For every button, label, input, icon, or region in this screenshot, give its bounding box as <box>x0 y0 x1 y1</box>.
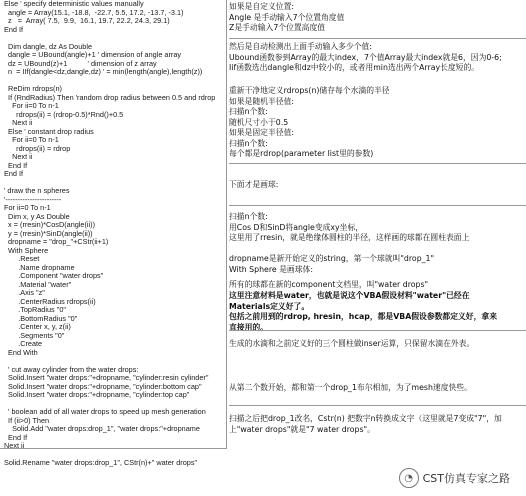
code-line <box>4 179 224 188</box>
divider <box>229 205 526 206</box>
code-line: .BottomRadius "0" <box>4 314 78 323</box>
code-line: .Segments "0" <box>4 331 65 340</box>
code-line: Else ' specify deterministic values manually <box>4 0 144 8</box>
code-line: Solid.Insert "water drops:"+dropname, "cylinder:bottom cap" <box>4 382 202 391</box>
code-line: z = Array( 7.5, 9.9, 16.1, 19.7, 22.2, 24.3, 29.1) <box>4 17 170 25</box>
note-line: 直接用的。 <box>229 322 268 332</box>
note-insert <box>229 339 474 350</box>
note-custom-position <box>229 2 344 34</box>
code-panel <box>0 0 227 467</box>
code-line: Dim x, y As Double <box>4 212 70 221</box>
note-line: 这里注意材料是water，也就是说这个VBA假设材料"water"已经在 <box>229 291 470 300</box>
code-line: Next ii <box>4 153 33 161</box>
code-line: Dim dangle, dz As Double <box>4 42 93 51</box>
note-ubound <box>229 42 502 74</box>
note-component <box>229 280 428 291</box>
note-line: Materials定义好了。 <box>229 301 310 311</box>
note-line: 每个都是rdrop(parameter list里的参数) <box>229 149 374 158</box>
code-line: .TopRadius "0" <box>4 306 66 314</box>
note-line: 用Cos D和SinD将angle变成xy坐标， <box>229 222 364 232</box>
note-line: 从第二个数开始，都和第一个drop_1布尔相加，为了mesh速度快些。 <box>229 383 472 392</box>
note-line: 扫描n个数: <box>229 212 268 221</box>
code-line: '----------------------- <box>4 195 62 204</box>
note-line: 所有的球都在新的component文档里，叫"water drops" <box>229 280 429 289</box>
code-line: dz = UBound(z)+1 ' dimension of z array <box>4 59 157 68</box>
code-line: For ii=0 To n-1 <box>4 204 51 212</box>
code-line: angle = Array(15.1, -18.8, -22.7, 5.5, 17.2, -13.7, -3.1) <box>4 8 184 17</box>
code-line: Next ii <box>4 119 33 127</box>
divider <box>229 38 526 39</box>
note-line: 随机尺寸小于0.5 <box>229 117 289 127</box>
code-line: Else ' constant drop radius <box>4 127 94 136</box>
note-line: 如果是随机半径值: <box>229 96 295 106</box>
note-line: 重新干净地定义rdrops(n)储存每个水滴的半径 <box>229 86 390 95</box>
code-line <box>4 34 224 43</box>
code-line: For ii=0 To n-1 <box>4 136 59 144</box>
note-line: Iif函数选出dangle和dz中较小的，或者用min选出两个Array长度短的。 <box>229 63 480 72</box>
divider <box>229 405 526 406</box>
note-line: 如果是自定义位置: <box>229 2 295 11</box>
code-line: With Sphere <box>4 246 49 255</box>
code-line: x = (rresin)*CosD(angle(ii)) <box>4 221 96 229</box>
note-line: Angle 是手动输入7个位置角度值 <box>229 12 345 22</box>
code-line: ' draw the n spheres <box>4 187 70 195</box>
code-line: .Material "water" <box>4 280 72 289</box>
divider <box>229 163 526 164</box>
note-line: Z是手动输入7个位置高度值 <box>229 23 326 32</box>
note-line: 扫描之后把drop_1改名，Cstr(n) 把数字n转换成文字（这里就是7变成"7"，加 <box>229 414 502 423</box>
note-line: dropname是新开始定义的string，第一个球就叫"drop_1" <box>229 254 435 263</box>
code-line: .Center x, y, z(ii) <box>4 323 71 331</box>
note-line: 包括之前用到的rdrop, hresin，hcap，都是VBA假设参数都定义好，拿来 <box>229 312 497 321</box>
code-line: End If <box>4 25 24 34</box>
code-line: End If <box>4 161 28 170</box>
note-line: 生成的水滴和之前定义好的三个圆柱做inser运算，只保留水滴在外表。 <box>229 339 475 348</box>
code-line: .Create <box>4 340 43 348</box>
code-line: If (RndRadius) Then 'random drop radius between 0.5 and rdrop <box>4 93 216 102</box>
code-line: rdrops(ii) = rdrop <box>4 144 71 153</box>
watermark-text: CST仿真专家之路 <box>422 472 510 485</box>
note-line: 扫描n个数: <box>229 138 268 148</box>
note-line: Ubound函数参到Array的最大index，7个值Array最大index就是6，因为0-6; <box>229 52 502 62</box>
code-line: dangle = UBound(angle)+1 ' dimension of angle array <box>4 51 182 59</box>
note-line: 上"water drops"就是"7 water drops"。 <box>229 424 375 434</box>
code-line: End With <box>4 348 38 357</box>
code-line: If (ii>0) Then <box>4 416 50 425</box>
code-line: rdrops(ii) = (rdrop-0.5)*Rnd()+0.5 <box>4 110 124 119</box>
code-line: y = (rresin)*SinD(angle(ii)) <box>4 229 93 238</box>
note-rename <box>229 414 502 435</box>
note-draw-spheres <box>229 180 278 191</box>
code-line: Solid.Rename "water drops:drop_1", CStr(n)+" water drops" <box>4 459 198 467</box>
speech-bubble-icon: ◔ <box>399 468 419 488</box>
code-line: .CenterRadius rdrops(ii) <box>4 297 96 306</box>
vba-code-block <box>4 0 224 468</box>
note-line: 如果是固定半径值: <box>229 128 295 137</box>
note-material-water <box>229 291 497 333</box>
code-line: ' cut away cylinder from the water drops: <box>4 365 139 374</box>
divider <box>229 330 526 331</box>
watermark <box>399 468 510 488</box>
note-line: 这里用了rresin，就是绝缘体圆柱的半径，这样画的球都在圆柱表面上 <box>229 233 470 242</box>
code-line <box>4 451 224 460</box>
note-boolean-add <box>229 383 472 394</box>
note-line: 扫描n个数: <box>229 107 268 116</box>
code-line: .Component "water drops" <box>4 272 104 280</box>
code-line: For ii=0 To n-1 <box>4 102 59 110</box>
note-line: With Sphere 是画球体: <box>229 264 313 274</box>
note-line: 下面才是画球: <box>229 180 279 189</box>
code-line: ReDim rdrops(n) <box>4 85 62 93</box>
code-line: .Name dropname <box>4 263 75 272</box>
code-line: End If <box>4 433 28 442</box>
code-line: Solid.Insert "water drops:"+dropname, "cylinder:top cap" <box>4 391 190 399</box>
code-line: .Axis "z" <box>4 289 45 297</box>
code-line: Solid.Insert "water drops:"+dropname, "cylinder:resin cylinder" <box>4 374 209 382</box>
code-line: n = IIf(dangle<dz,dangle,dz) ' = min(length(angle),length(z)) <box>4 68 203 76</box>
code-line: .Reset <box>4 255 40 263</box>
code-line <box>4 357 224 366</box>
code-line <box>4 77 224 86</box>
code-line: End If <box>4 170 24 178</box>
code-line: ' boolean add of all water drops to speed up mesh generation <box>4 408 206 416</box>
code-line: dropname = "drop_"+CStr(ii+1) <box>4 238 109 246</box>
note-line <box>229 244 469 255</box>
note-scan-n <box>229 212 469 275</box>
code-line: Next ii <box>4 442 25 450</box>
note-rdrops <box>229 86 390 160</box>
code-line <box>4 400 224 409</box>
code-line: Solid.Add "water drops:drop_1", "water drops:"+dropname <box>4 425 200 433</box>
note-line: 然后是自动检测出上面手动输入多少个值: <box>229 42 372 51</box>
notes-panel <box>229 0 526 460</box>
